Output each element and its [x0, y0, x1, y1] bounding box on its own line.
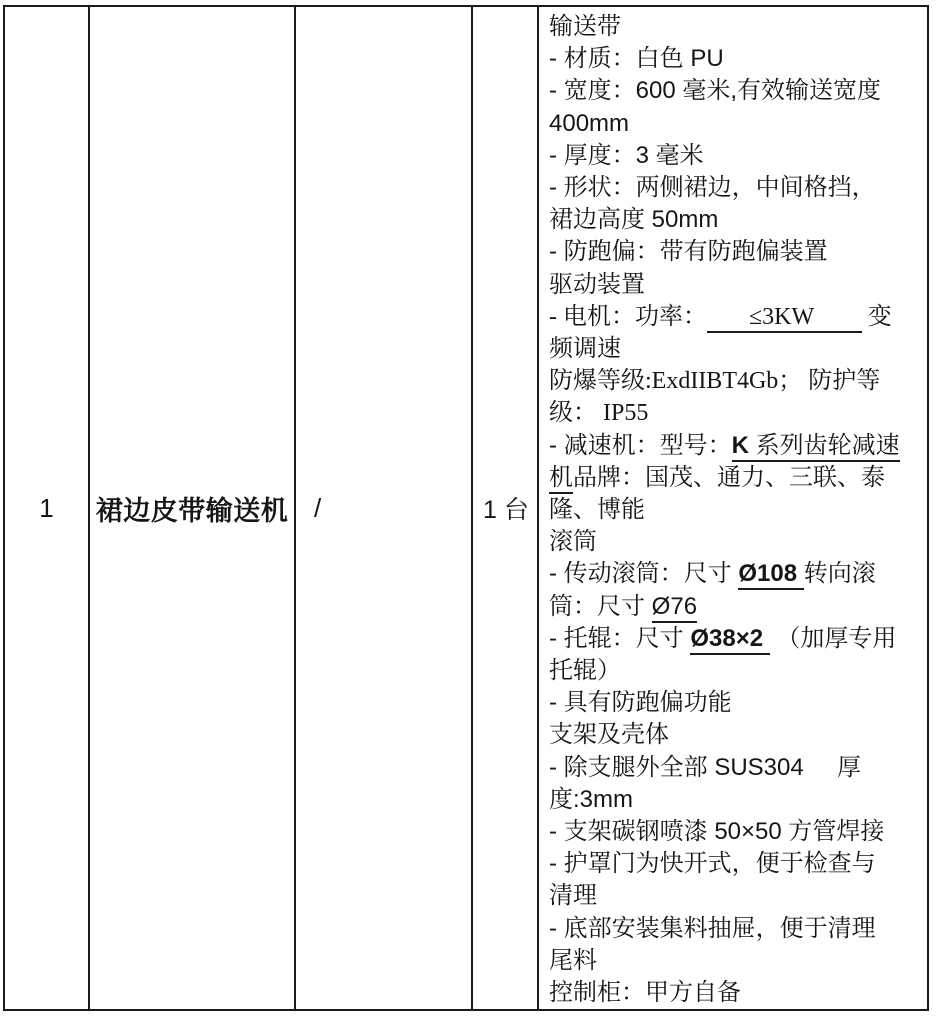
item-model: / — [314, 492, 322, 523]
spec-line — [549, 591, 923, 623]
spec-segment: - 材质：白色 PU — [549, 45, 724, 73]
cell-item-name — [90, 7, 296, 1009]
spec-line — [549, 430, 923, 462]
spec-segment: - 传动滚筒：尺寸 — [549, 560, 739, 588]
spec-line — [549, 687, 923, 719]
spec-line — [549, 494, 923, 526]
item-quantity: 1 台 — [483, 496, 529, 524]
spec-line — [549, 172, 923, 204]
spec-table — [3, 5, 929, 1011]
spec-line — [549, 269, 923, 301]
spec-line — [549, 719, 923, 751]
spec-segment: 裙边高度 50mm — [549, 206, 719, 234]
spec-line — [549, 397, 923, 429]
spec-segment: - 厚度：3 毫米 — [549, 141, 704, 169]
spec-segment: 控制柜：甲方自备 — [549, 979, 741, 1007]
spec-line — [549, 816, 923, 848]
spec-segment: 滚筒 — [549, 528, 597, 556]
spec-segment: Ø76 — [652, 593, 697, 623]
spec-line — [549, 655, 923, 687]
spec-segment: 品牌：国茂、通力、三联、泰 — [573, 464, 885, 491]
cell-item-quantity — [473, 7, 539, 1009]
spec-segment: 尾料 — [549, 946, 597, 974]
spec-segment: 级： IP55 — [549, 400, 649, 427]
spec-segment: - 护罩门为快开式，便于检查与 — [549, 850, 876, 878]
spec-line — [549, 977, 923, 1009]
spec-line — [549, 365, 923, 397]
spec-line — [549, 43, 923, 75]
spec-lines — [549, 11, 923, 1009]
spec-segment: ≤3KW — [707, 304, 862, 333]
spec-segment: 输送带 — [549, 13, 621, 40]
spec-line — [549, 526, 923, 558]
spec-line — [549, 108, 923, 140]
spec-line — [549, 301, 923, 333]
spec-segment: Ø38×2 — [690, 625, 769, 655]
spec-segment: - 宽度：600 毫米,有效输送宽度 — [549, 77, 882, 105]
spec-line — [549, 848, 923, 880]
spec-line — [549, 880, 923, 912]
spec-line — [549, 333, 923, 365]
spec-segment: - 减速机：型号： — [549, 431, 732, 459]
spec-segment: 防爆等级:ExdIIBT4Gb； 防护等 — [549, 368, 881, 395]
spec-segment: 隆、博能 — [549, 497, 645, 524]
spec-segment: 度:3mm — [549, 785, 633, 813]
spec-line — [549, 140, 923, 172]
cell-item-specs — [539, 7, 927, 1009]
spec-line — [549, 784, 923, 816]
spec-segment: 变 — [861, 303, 892, 330]
spec-segment: 频调速 — [549, 336, 621, 363]
spec-segment: 托辊） — [549, 657, 621, 685]
spec-line — [549, 75, 923, 107]
spec-line — [549, 462, 923, 494]
item-name: 裙边皮带输送机 — [95, 495, 289, 526]
spec-line — [549, 752, 923, 784]
spec-line — [549, 236, 923, 268]
spec-segment: - 形状：两侧裙边，中间格挡， — [549, 174, 876, 202]
spec-line — [549, 913, 923, 945]
item-index: 1 — [39, 492, 54, 523]
spec-segment: 机 — [549, 465, 573, 494]
spec-line — [549, 623, 923, 655]
spec-segment: - 支架碳钢喷漆 50×50 方管焊接 — [549, 818, 885, 846]
spec-segment: 筒：尺寸 — [549, 592, 652, 620]
cell-item-model — [296, 7, 473, 1009]
spec-segment: 清理 — [549, 882, 597, 910]
spec-segment: Ø108 — [738, 560, 803, 590]
spec-segment: - 防跑偏：带有防跑偏装置 — [549, 238, 828, 266]
spec-segment: K — [732, 432, 749, 462]
spec-segment: 支架及壳体 — [549, 721, 669, 749]
cell-item-index — [5, 7, 90, 1009]
spec-segment: 系列齿轮减速 — [749, 432, 900, 462]
spec-segment: （加厚专用 — [769, 624, 897, 652]
spec-segment: 400mm — [549, 109, 630, 137]
spec-segment: - 电机：功率： — [549, 303, 707, 330]
spec-line — [549, 204, 923, 236]
spec-segment: - 托辊：尺寸 — [549, 624, 691, 652]
spec-segment: - 具有防跑偏功能 — [549, 689, 732, 717]
spec-segment: 驱动装置 — [549, 270, 645, 298]
spec-line — [549, 11, 923, 43]
spec-segment: - 除支腿外全部 SUS304 厚 — [549, 753, 862, 781]
spec-segment: 转向滚 — [803, 560, 876, 588]
spec-line — [549, 558, 923, 590]
spec-line — [549, 945, 923, 977]
spec-segment: - 底部安装集料抽屉，便于清理 — [549, 914, 876, 942]
table-row — [5, 7, 927, 1009]
